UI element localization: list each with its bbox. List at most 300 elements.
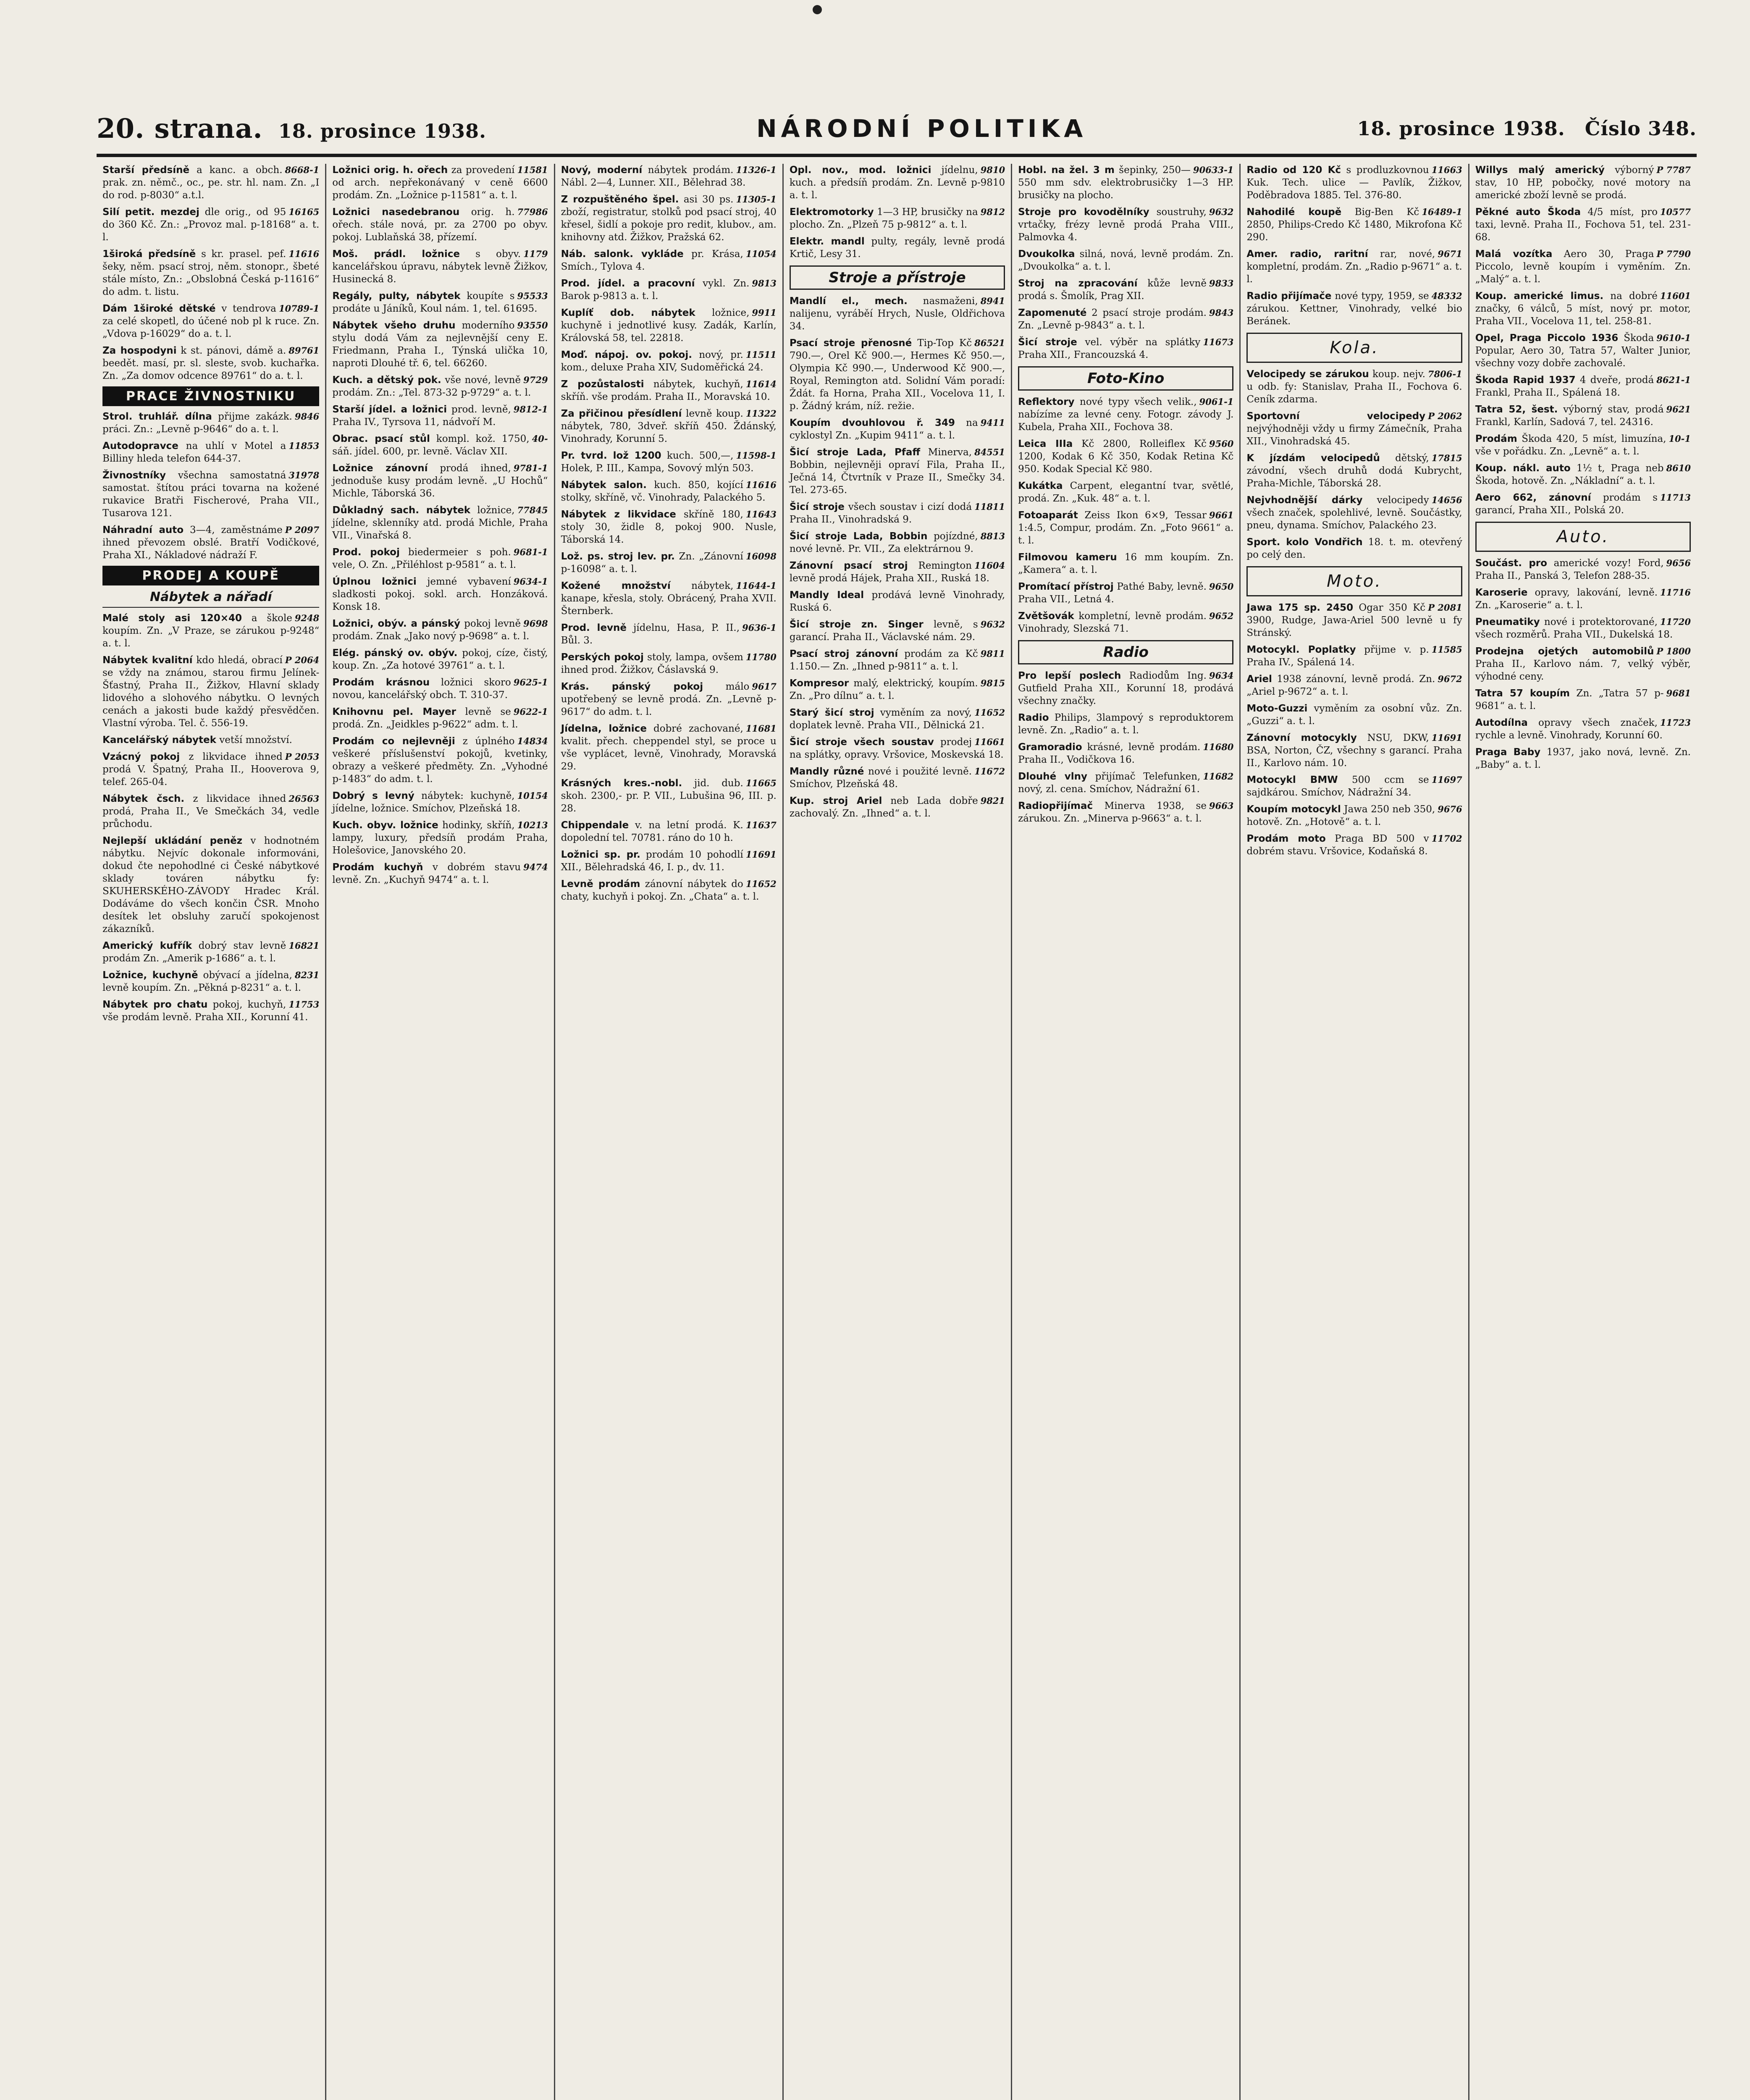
- ad-headline: Ložnici nasedebranou: [332, 207, 460, 218]
- ad-headline: Dvoukolka: [1018, 249, 1075, 260]
- page-number: 20. strana.: [97, 113, 263, 144]
- ad-code: 9812-1: [513, 404, 548, 415]
- ad-body: asi 30 ps. zboží, registratur, stolků pod psací stroj, 40 křesel, šidlí a pokoje pro redit, klubov., am. knihovny atd. Žižkov, Pražská 62.: [561, 194, 777, 243]
- ad-code: 9621: [1666, 404, 1691, 415]
- section-heading-auto: Auto.: [1475, 522, 1691, 552]
- classified-ad: [1475, 290, 1691, 328]
- ad-body: prodám 10 pohodlí XII., Bělehradská 46, I. p., dv. 11.: [561, 849, 743, 873]
- classified-ad: [332, 575, 548, 613]
- ad-body: pr. Krása, Smích., Tylova 4.: [561, 249, 743, 272]
- ad-headline: Filmovou kameru: [1018, 552, 1117, 563]
- ad-body: 2 psací stroje prodám. Zn. „Levně p-9843“ a. t. l.: [1018, 307, 1207, 331]
- ad-body: jídelnu, kuch. a předsíň prodám. Zn. Levně p-9810 a. t. l.: [789, 165, 1005, 201]
- ad-body: Zn. „Tatra 57 p-9681“ a. t. l.: [1475, 688, 1664, 711]
- classified-ad: [790, 589, 1005, 614]
- ad-code: 9617: [752, 681, 777, 692]
- ad-body: Aero 30, Praga Piccolo, levně koupím i vyměním. Zn. „Malý“ a. t. l.: [1475, 249, 1691, 285]
- ad-body: s prodluzkovnou Kuk. Tech. ulice — Pavlík, Žižkov, Poděbradova 1885. Tel. 376-80.: [1246, 165, 1462, 201]
- ad-body: prodám za Kč 1.150.— Zn. „Ihned p-9811“ a. t. l.: [789, 648, 978, 672]
- ad-code: 9833: [1209, 278, 1234, 289]
- ad-body: výborný stav, prodá Frankl, Karlín, Sadová 7, tel. 24316.: [1475, 404, 1664, 428]
- ad-headline: Pr. tvrd. lož 1200: [561, 450, 661, 461]
- ad-headline: Šicí stroje všech soustav: [789, 737, 934, 748]
- ad-code: 48332: [1431, 291, 1462, 301]
- ad-body: zánovní nábytek do chaty, kuchyň i pokoj. Zn. „Chata“ a. t. l.: [561, 879, 759, 902]
- classified-ad: [790, 501, 1005, 526]
- ad-headline: Nábytek salon.: [561, 480, 647, 491]
- classified-ad: [1246, 536, 1462, 561]
- ad-headline: Hobl. na žel. 3 m: [1018, 165, 1115, 176]
- ad-body: jid. dub. skoh. 2300,- pr. P. VII., Lubušina 96, III. p. 28.: [561, 778, 777, 814]
- ad-code: 17815: [1431, 453, 1462, 463]
- ad-code: 11691: [745, 849, 777, 860]
- section-heading-sale: PRODEJ A KOUPĚ: [102, 566, 319, 585]
- ad-headline: Lož. ps. stroj lev. pr.: [561, 551, 675, 562]
- ad-code: 11644-1: [736, 580, 777, 591]
- ad-code: P 2081: [1428, 602, 1462, 613]
- ad-body: nábytek, kuchyň, skříň. vše prodám. Praha II., Moravská 10.: [561, 379, 770, 402]
- ad-body: 1938 zánovní, levně prodá. Zn. „Ariel p-9672“ a. t. l.: [1246, 674, 1435, 697]
- ad-headline: Zánovní psací stroj: [789, 560, 908, 571]
- ad-body: Minerva, Bobbin, nejlevněji opraví Fila, Praha II., Ječná 14, Čtvrtník v Praze II., Smečky 34. Tel. 273-65.: [789, 447, 1005, 496]
- classified-ad: [1246, 803, 1462, 828]
- date-right: 18. prosince 1938.: [1357, 117, 1565, 140]
- ad-body: prodej na splátky, opravy. Vršovice, Moskevská 18.: [789, 737, 1004, 760]
- ad-headline: Za přičinou přesídlení: [561, 408, 682, 419]
- ad-code: 11716: [1660, 587, 1691, 598]
- ad-body: vyměním za nový, doplatek levně. Praha VII., Dělnická 21.: [789, 707, 985, 731]
- section-heading-trade: PRACE ŽIVNOSTNIKU: [102, 386, 319, 406]
- ad-headline: Ložnici sp. pr.: [561, 849, 640, 860]
- ad-headline: Dlouhé vlny: [1018, 771, 1087, 782]
- classified-ad: [1246, 702, 1462, 727]
- ad-body: z likvidace ihned prodá V. Špatný, Praha II., Hooverova 9, telef. 265-04.: [102, 751, 320, 788]
- classified-ad: [332, 433, 548, 458]
- ad-headline: Moto-Guzzi: [1246, 703, 1308, 714]
- ad-headline: Knihovnu pel. Mayer: [332, 706, 456, 717]
- ad-headline: Šicí stroje: [1018, 337, 1077, 348]
- ad-body: 4 dveře, prodá Frankl, Praha II., Spálená 18.: [1475, 375, 1654, 398]
- ad-headline: Koup. americké limus.: [1475, 291, 1604, 302]
- ad-body: 4/5 míst, pro taxi, levně. Praha II., Fochova 51, tel. 231-68.: [1475, 207, 1691, 243]
- ad-code: 8610: [1666, 463, 1691, 473]
- classified-ad: [1018, 206, 1233, 244]
- ad-code: P 2062: [1428, 411, 1462, 421]
- ad-body: přijme zakázk. práci. Zn.: „Levně p-9646“ do a. t. l.: [102, 411, 292, 435]
- ad-body: nábytek, kanape, křesla, stoly. Obrácený, Praha XVII. Šternberk.: [561, 580, 777, 617]
- ad-body: kuch. 850, kojící stolky, skříně, vč. Vinohrady, Palackého 5.: [561, 480, 766, 503]
- ad-body: Praha II., Karlovo nám. 7, velký výběr, výhodné ceny.: [1475, 659, 1691, 682]
- ad-body: prodává levně Vinohrady, Ruská 6.: [789, 590, 1005, 613]
- ad-headline: Nahodilé koupě: [1246, 207, 1342, 218]
- ad-body: z úplného veškeré příslušenství pokojů, kvetinky, obrazy a veškeré předměty. Zn. „Vyhodné p-1483“ do adm. t. l.: [332, 736, 548, 785]
- ad-headline: Malé stoly asi 120×40: [102, 613, 242, 624]
- ad-headline: Prod. levně: [561, 622, 627, 633]
- ad-code: 9632: [1209, 207, 1234, 217]
- classified-ad: [561, 508, 777, 546]
- ad-code: 9061-1: [1199, 396, 1234, 407]
- ad-code: 90633-1: [1193, 165, 1234, 175]
- ad-body: všechna samostatná samostat. štítou práci tovarna na kožené rukavice Bratři Fischerové, Praha VII., Tusarova 121.: [102, 470, 320, 519]
- ad-headline: Šicí stroje Lada, Bobbin: [789, 531, 928, 542]
- ad-headline: Kuch. a dětský pok.: [332, 375, 441, 386]
- ad-code: 9810: [980, 165, 1005, 175]
- ad-headline: Stroje pro kovodělníky: [1018, 207, 1149, 218]
- ad-body: krásné, levně prodám. Praha II., Vodičkova 16.: [1018, 742, 1201, 765]
- classified-ad: [1246, 601, 1462, 639]
- ad-code: 10577: [1660, 207, 1691, 217]
- classified-ad: [1475, 616, 1691, 641]
- ad-body: 18. t. m. otevřený po celý den.: [1246, 537, 1462, 560]
- ad-code: 11680: [1203, 742, 1234, 752]
- ad-code: 11604: [974, 560, 1005, 571]
- ad-body: 1½ t, Praga neb Škoda, hotově. Zn. „Nákladní“ a. t. l.: [1475, 463, 1664, 486]
- ad-code: 9622-1: [513, 706, 548, 717]
- ad-headline: Zánovní motocykly: [1246, 732, 1357, 743]
- ad-headline: 1široká předsíně: [102, 249, 196, 260]
- ad-code: 11723: [1660, 717, 1691, 728]
- ad-body: orig. h. ořech. stále nová, pr. za 2700 po obyv. pokoj. Lublaňská 38, přízemí.: [332, 207, 548, 243]
- ad-headline: Dobrý s levný: [332, 790, 415, 801]
- ad-body: kůže levně prodá s. Šmolík, Prag XII.: [1018, 278, 1207, 302]
- ad-body: Remington levně prodá Hájek, Praha XII., Ruská 18.: [789, 560, 989, 584]
- classified-ad: [332, 647, 548, 672]
- classified-ad: [1018, 248, 1233, 273]
- ad-body: rar, nové, kompletní, prodám. Zn. „Radio p-9671“ a. t. l.: [1246, 249, 1462, 285]
- ad-code: 9634: [1209, 670, 1234, 681]
- ad-headline: Za hospodyni: [102, 345, 177, 356]
- ad-headline: Moď. nápoj. ov. pokoj.: [561, 349, 692, 360]
- classified-ad: [790, 164, 1005, 202]
- ad-headline: Škoda Rapid 1937: [1475, 375, 1576, 386]
- ad-headline: Dám 1široké dětské: [102, 303, 216, 314]
- ad-code: 9729: [523, 375, 548, 385]
- ad-headline: Mandlí el., mech.: [789, 296, 908, 307]
- ad-body: kdo hledá, obrací se vždy na známou, starou firmu Jelínek-Šťastný, Praha II., Žižkov, Hlavní sklady lidového a slohového nábytku. O levných cenách a jakosti bude každý přesvědčen. Vlastní výroba. Tel. č. 556-19.: [102, 655, 320, 729]
- ad-body: hodinky, skříň, lampy, luxury, předsíň prodám Praha, Holešovice, Janovského 20.: [332, 820, 548, 856]
- ad-code: P 7790: [1656, 249, 1691, 259]
- classified-ad: [561, 651, 777, 676]
- ad-code: 11720: [1660, 617, 1691, 627]
- ad-body: levně koup. nábytek, 780, 3dveř. skříň 450. Ždánský, Vinohrady, Korunní 5.: [561, 408, 777, 444]
- ad-headline: Nábytek z likvidace: [561, 509, 676, 520]
- section-heading-photo: Foto-Kino: [1018, 366, 1233, 391]
- ad-headline: Amer. radio, raritní: [1246, 249, 1368, 260]
- classified-ad: [1475, 645, 1691, 683]
- ad-body: Škoda Popular, Aero 30, Tatra 57, Walter Junior, všechny vozy dobře zachovalé.: [1475, 333, 1691, 369]
- classified-ad: [1246, 673, 1462, 698]
- ad-code: 9681-1: [513, 547, 548, 557]
- ad-headline: Prodám co nejlevněji: [332, 736, 455, 747]
- ad-headline: Důkladný sach. nábytek: [332, 505, 471, 516]
- ad-body: z likvidace ihned prodá, Praha II., Ve Smečkách 34, vedle průchodu.: [102, 793, 320, 830]
- ad-code: 10154: [517, 790, 548, 801]
- ad-body: s obyv. kancelářskou úpravu, nábytek levně Žižkov, Husinecká 8.: [332, 249, 548, 285]
- ad-headline: Kuplíť dob. nábytek: [561, 307, 695, 318]
- ad-body: nové i použité levně. Smíchov, Plzeňská 48.: [789, 766, 972, 790]
- classified-ad: [1475, 164, 1691, 202]
- classified-ad: [561, 680, 777, 718]
- classified-ad: [790, 736, 1005, 761]
- ad-code: 9815: [980, 678, 1005, 688]
- ad-code: 9846: [294, 411, 320, 422]
- ad-headline: Kup. stroj Ariel: [789, 795, 882, 806]
- ad-code: 8941: [980, 296, 1005, 306]
- ad-headline: Zvětšovák: [1018, 611, 1074, 622]
- ad-headline: Reflektory: [1018, 396, 1075, 407]
- classified-ad: [561, 307, 777, 344]
- ad-code: 9652: [1209, 611, 1234, 621]
- classified-ad: [332, 790, 548, 815]
- ad-headline: Pro lepší poslech: [1018, 670, 1121, 681]
- ad-code: 11661: [974, 737, 1005, 747]
- ad-code: 9248: [294, 613, 320, 623]
- ad-headline: Prodám krásnou: [332, 677, 430, 688]
- ad-body: koup. nejv. u odb. fy: Stanislav, Praha II., Fochova 6. Ceník zdarma.: [1246, 369, 1462, 405]
- classified-ad: [102, 751, 319, 788]
- ad-headline: Koup. nákl. auto: [1475, 463, 1571, 474]
- ad-body: prod. levně, Praha IV., Tyrsova 11, nádvoří M.: [332, 404, 511, 428]
- classified-ad: [1018, 610, 1233, 635]
- column-3: [554, 164, 782, 2100]
- ad-code: 93550: [517, 320, 548, 331]
- ad-body: k st. pánovi, dámě a. beedět. masí, pr. sl. sleste, svob. kuchařka. Zn. „Za domov odcence 89761“ do a. t. l.: [102, 345, 320, 381]
- ad-headline: Ložnice, kuchyně: [102, 970, 198, 981]
- ad-body: nábytek prodám. Nábl. 2—4, Lunner. XII., Bělehrad 38.: [561, 165, 746, 188]
- classified-ad: [102, 248, 319, 298]
- ad-code: 9625-1: [513, 677, 548, 688]
- ad-body: nejvýhodněji vždy u firmy Zámečník, Praha XII., Vinohradská 45.: [1246, 423, 1462, 447]
- classified-ad: [1246, 368, 1462, 406]
- ad-headline: Motocykl BMW: [1246, 774, 1338, 785]
- classified-ad: [1246, 206, 1462, 244]
- classified-ad: [1475, 332, 1691, 370]
- ad-body: Jawa 250 neb 350, hotově. Zn. „Hotově“ a. t. l.: [1246, 804, 1435, 827]
- classified-ad: [790, 765, 1005, 790]
- ad-headline: Starší předsíně: [102, 165, 190, 176]
- classified-ad: [102, 612, 319, 650]
- classified-ad: [561, 193, 777, 244]
- ad-body: v. na letní prodá. K. dopolední tel. 70781. ráno do 10 h.: [561, 820, 743, 843]
- ad-code: 9681: [1666, 688, 1691, 698]
- classified-ad: [561, 449, 777, 475]
- classified-ad: [1018, 800, 1233, 825]
- ad-headline: Z rozpuštěného špel.: [561, 194, 679, 205]
- ad-code: 9781-1: [513, 463, 548, 473]
- ad-code: 9411: [980, 417, 1005, 428]
- ad-headline: Kancelářský nábytek: [102, 735, 216, 746]
- ad-code: 11305-1: [736, 194, 777, 205]
- classified-ad: [102, 998, 319, 1024]
- ad-body: přijme v. p. Praha IV., Spálená 14.: [1246, 644, 1429, 668]
- classified-ad: [790, 206, 1005, 231]
- ad-headline: Radio: [1018, 712, 1049, 723]
- ad-code: 10-1: [1669, 433, 1691, 444]
- classified-ad: [790, 618, 1005, 643]
- classified-ad: [561, 378, 777, 403]
- ad-headline: Elektromotorky: [789, 207, 874, 218]
- ad-headline: K jízdám velocipedů: [1246, 453, 1380, 464]
- ad-body: Minerva 1938, se zárukou. Zn. „Minerva p-9663“ a. t. l.: [1018, 801, 1207, 824]
- ad-code: 9813: [752, 278, 777, 289]
- column-4: [782, 164, 1011, 2100]
- ad-code: 11652: [974, 707, 1005, 718]
- ad-code: 26563: [289, 793, 320, 804]
- ad-body: levně, s garancí. Praha II., Václavské nám. 29.: [789, 619, 978, 643]
- ad-body: koupíte s prodáte u Jáníků, Koul nám. 1, tel. 61695.: [332, 291, 538, 314]
- ad-code: 9911: [752, 307, 777, 318]
- classified-ad: [1246, 832, 1462, 858]
- ad-headline: Nábytek čsch.: [102, 793, 185, 804]
- ad-body: pulty, regály, levně prodá Krtič, Lesy 31.: [789, 236, 1005, 260]
- ad-headline: Elég. pánský ov. obýv.: [332, 648, 458, 659]
- classified-ad: [1475, 746, 1691, 771]
- ad-headline: Moš. prádl. ložnice: [332, 249, 460, 260]
- classified-ad: [561, 479, 777, 504]
- ad-code: 84551: [974, 447, 1005, 457]
- ad-code: 11753: [289, 999, 320, 1010]
- ad-headline: Ložnice zánovní: [332, 463, 428, 474]
- classified-ad: [1475, 248, 1691, 286]
- classified-ad: [1018, 438, 1233, 475]
- classified-ad: [790, 295, 1005, 333]
- ad-body: přijímač Telefunken, nový, zl. cena. Smíchov, Nádražní 61.: [1018, 771, 1201, 795]
- classified-ad: [332, 374, 548, 399]
- ad-code: 11663: [1431, 165, 1462, 175]
- classified-ad: [332, 206, 548, 244]
- classified-ad: [102, 164, 319, 202]
- ad-code: P 7787: [1656, 165, 1691, 175]
- classified-ad: [561, 550, 777, 575]
- ad-code: 9661: [1209, 510, 1234, 520]
- ad-code: 95533: [517, 291, 548, 301]
- ad-code: 9821: [980, 795, 1005, 806]
- ad-body: Kč 2800, Rolleiflex Kč 1200, Kodak 6 Kč 350, Kodak Retina Kč 950. Kodak Special Kč 980.: [1018, 438, 1234, 475]
- ad-code: 77986: [517, 207, 548, 217]
- ad-headline: Jawa 175 sp. 2450: [1246, 602, 1354, 613]
- ad-body: ložnice, jídelne, sklenníky atd. prodá Michle, Praha VII., Vinařská 8.: [332, 505, 548, 541]
- classified-ad: [1475, 687, 1691, 712]
- ad-headline: Motocykl. Poplatky: [1246, 644, 1356, 655]
- ad-body: nasmaženi, nalijenu, vyráběí Hrych, Nusle, Oldřichova 34.: [789, 296, 1005, 332]
- classified-ad: [102, 835, 319, 935]
- ad-headline: Krás. pánský pokoj: [561, 681, 703, 692]
- classified-ad: [561, 248, 777, 273]
- ad-body: pojízdné, nové levně. Pr. VII., Za elektrárnou 9.: [789, 531, 978, 554]
- ad-body: a škole koupím. Zn. „V Praze, se zárukou p-9248“ a. t. l.: [102, 613, 320, 649]
- classified-ad: [790, 559, 1005, 585]
- ad-body: kuch. 500,—, Holek, P. III., Kampa, Sovový mlýn 503.: [561, 450, 754, 474]
- ad-headline: Kuch. obyv. ložnice: [332, 820, 438, 831]
- ad-code: 9656: [1666, 558, 1691, 568]
- ad-body: neb Lada dobře zachovalý. Zn. „Ihned“ a. t. l.: [789, 795, 978, 819]
- classified-ad: [1018, 277, 1233, 302]
- ad-code: 9843: [1209, 307, 1234, 318]
- classified-ad: [561, 277, 777, 302]
- ad-body: nové typy, 1959, se zárukou. Kettner, Vinohrady, velké bio Beránek.: [1246, 291, 1462, 327]
- ad-body: pokoj, kuchyň, vše prodám levně. Praha XII., Korunní 41.: [102, 999, 308, 1023]
- ad-body: vetší množství.: [219, 735, 292, 746]
- classified-ad: [1018, 336, 1233, 361]
- ad-headline: Šicí stroje zn. Singer: [789, 619, 924, 630]
- ad-headline: Tatra 57 koupím: [1475, 688, 1570, 699]
- classified-ad: [1018, 509, 1233, 547]
- classified-ad: [102, 793, 319, 830]
- classified-ad: [102, 410, 319, 436]
- classified-ad: [1018, 307, 1233, 332]
- ad-code: 11697: [1431, 774, 1462, 785]
- ad-body: 16 mm koupím. Zn. „Kamera“ a. t. l.: [1018, 552, 1234, 575]
- ad-body: malý, elektrický, koupím. Zn. „Pro dílnu“ a. t. l.: [789, 678, 978, 701]
- classified-ad: [790, 795, 1005, 820]
- ad-headline: Prod. pokoj: [332, 547, 400, 558]
- ad-code: 11811: [974, 501, 1005, 512]
- ad-body: na uhlí v Motel a Billiny hleda telefon 644-37.: [102, 441, 286, 464]
- classified-ad: [1475, 403, 1691, 428]
- ad-code: 9811: [980, 648, 1005, 659]
- ad-body: Radiodům Ing. Gutfield Praha XII., Korunní 18, prodává všechny značky.: [1018, 670, 1234, 706]
- ad-body: Škoda 420, 5 míst, limuzína, vše v pořádku. Zn. „Levně“ a. t. l.: [1475, 433, 1666, 457]
- ad-code: 7806-1: [1427, 369, 1462, 379]
- ad-headline: Sport. kolo Vondřich: [1246, 537, 1363, 548]
- ad-code: 11322: [745, 408, 777, 419]
- ad-body: v tendrova za celé skopetl, do účené nob pl k ruce. Zn. „Vdova p-16029“ do a. t. l.: [102, 303, 320, 339]
- ad-headline: Elektr. mandl: [789, 236, 865, 247]
- ad-headline: Prodám moto: [1246, 833, 1326, 844]
- classified-ad: [332, 617, 548, 643]
- masthead-right: [1357, 117, 1697, 140]
- classified-ad: [332, 504, 548, 542]
- ad-headline: Nejlepší ukládání peněz: [102, 835, 243, 846]
- classified-ad: [1018, 741, 1233, 766]
- ad-code: 40-: [532, 433, 548, 444]
- classified-ad: [790, 648, 1005, 673]
- classified-ad: [790, 417, 1005, 442]
- ad-body: opravy všech značek, rychle a levně. Vinohrady, Korunní 60.: [1475, 717, 1663, 741]
- ad-code: 11665: [745, 778, 777, 788]
- classified-ad: [561, 722, 777, 773]
- classified-ad: [561, 349, 777, 374]
- ad-headline: Živnostníky: [102, 470, 166, 481]
- ad-code: 1179: [523, 249, 548, 259]
- ad-body: kompl. kož. 1750, sáň. jídel. 600, pr. levně. Václav XII.: [332, 433, 530, 457]
- ad-headline: Kukátka: [1018, 480, 1063, 491]
- ad-code: 9671: [1438, 249, 1462, 259]
- classified-ad: [102, 469, 319, 520]
- ad-body: šepinky, 250—550 mm sdv. elektrobrusičky 1—3 HP. brusičky na plocho.: [1018, 165, 1234, 201]
- ad-body: stoly, lampa, ovšem ihned prod. Žižkov, Čáslavská 9.: [561, 652, 743, 675]
- ad-headline: Regály, pulty, nábytek: [332, 291, 461, 302]
- ad-code: 77845: [517, 505, 548, 515]
- ad-body: skříně 180, stoly 30, židle 8, pokoj 900. Nusle, Táborská 14.: [561, 509, 777, 545]
- ad-code: 8813: [980, 531, 1005, 541]
- ad-code: 9636-1: [742, 622, 777, 633]
- classified-ad: [561, 777, 777, 815]
- ad-body: prodám s garancí, Praha XII., Polská 20.: [1475, 492, 1658, 516]
- newspaper-title: NÁRODNÍ POLITIKA: [756, 114, 1087, 143]
- ad-code: 10213: [517, 820, 548, 830]
- ad-code: 11672: [974, 766, 1005, 777]
- ad-headline: Z pozůstalosti: [561, 379, 644, 390]
- ad-body: pokoj levně prodám. Znak „Jako nový p-9698“ a. t. l.: [332, 618, 530, 642]
- ad-body: na cyklostyl Zn. „Kupim 9411“ a. t. l.: [789, 417, 978, 441]
- ad-headline: Silí petit. mezdej: [102, 207, 199, 218]
- section-heading-radio: Radio: [1018, 640, 1233, 664]
- ad-headline: Mandly Ideal: [789, 590, 864, 601]
- ad-code: 9632: [980, 619, 1005, 630]
- ad-headline: Úplnou ložnici: [332, 576, 417, 587]
- ad-body: vykl. Zn. Barok p-9813 a. t. l.: [561, 278, 750, 302]
